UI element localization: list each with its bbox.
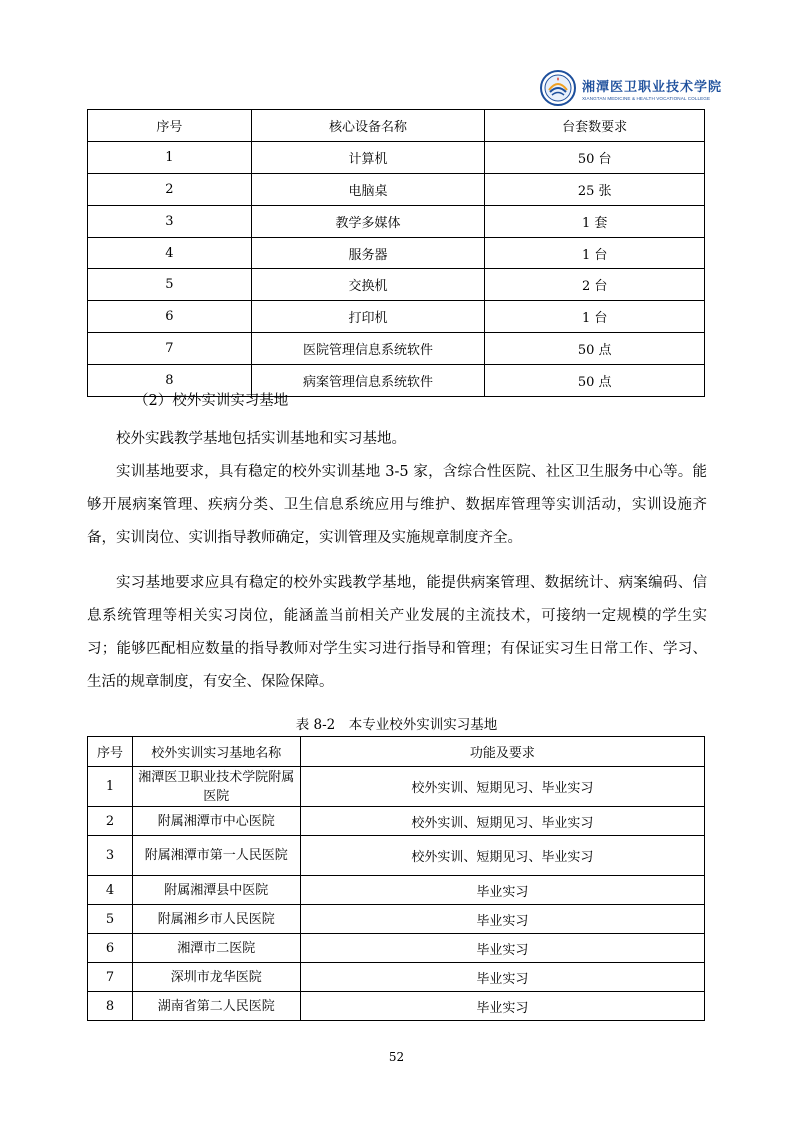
index-cell: 1 xyxy=(88,141,252,173)
index-cell: 5 xyxy=(88,269,252,301)
table-row xyxy=(88,992,705,1021)
header-cell: 核心设备名称 xyxy=(251,110,485,142)
index-cell: 7 xyxy=(88,963,133,992)
table-row xyxy=(88,807,705,836)
function-cell: 毕业实习 xyxy=(300,934,704,963)
quantity-cell: 1 台 xyxy=(485,301,705,333)
table-row xyxy=(88,141,705,173)
index-cell: 4 xyxy=(88,876,133,905)
table-row xyxy=(88,767,705,807)
quantity-cell: 1 台 xyxy=(485,237,705,269)
index-cell: 2 xyxy=(88,807,133,836)
table-row xyxy=(88,269,705,301)
index-cell: 5 xyxy=(88,905,133,934)
table-header-row xyxy=(88,110,705,142)
equipment-name-cell: 服务器 xyxy=(251,237,485,269)
function-cell: 毕业实习 xyxy=(300,963,704,992)
equipment-name-cell: 教学多媒体 xyxy=(251,205,485,237)
index-cell: 8 xyxy=(88,992,133,1021)
base-name-cell: 附属湘乡市人民医院 xyxy=(132,905,300,934)
table-row xyxy=(88,333,705,365)
quantity-cell: 50 点 xyxy=(485,365,705,397)
index-cell: 7 xyxy=(88,333,252,365)
logo-chinese-name: 湘潭医卫职业技术学院 xyxy=(582,79,723,95)
quantity-cell: 50 点 xyxy=(485,333,705,365)
function-cell: 毕业实习 xyxy=(300,905,704,934)
quantity-cell: 2 台 xyxy=(485,269,705,301)
table-row xyxy=(88,963,705,992)
section-subheading: （2）校外实训实习基地 xyxy=(134,393,289,409)
base-name-cell: 湘潭市二医院 xyxy=(132,934,300,963)
function-cell: 毕业实习 xyxy=(300,992,704,1021)
table-row xyxy=(88,836,705,876)
index-cell: 2 xyxy=(88,173,252,205)
header-cell: 功能及要求 xyxy=(300,737,704,767)
table-header-row xyxy=(88,737,705,767)
paragraph-internship-base: 实习基地要求应具有稳定的校外实践教学基地，能提供病案管理、数据统计、病案编码、信息系统管理等相关实习岗位，能涵盖当前相关产业发展的主流技术，可接纳一定规模的学生实习；能够匹配相应数量的指导教师对学生实习进行指导和管理；有保证实习生日常工作、学习、生活的规章制度，有安全、保险保障。 xyxy=(87,575,707,690)
base-name-cell: 附属湘潭县中医院 xyxy=(132,876,300,905)
training-base-table xyxy=(87,736,705,1021)
function-cell: 校外实训、短期见习、毕业实习 xyxy=(300,836,704,876)
college-logo xyxy=(540,68,740,108)
index-cell: 3 xyxy=(88,836,133,876)
table-row xyxy=(88,173,705,205)
equipment-name-cell: 交换机 xyxy=(251,269,485,301)
logo-english-name: XIANGTAN MEDICINE & HEALTH VOCATIONAL COLLEGE xyxy=(582,95,711,101)
quantity-cell: 25 张 xyxy=(485,173,705,205)
equipment-name-cell: 计算机 xyxy=(251,141,485,173)
quantity-cell: 50 台 xyxy=(485,141,705,173)
header-cell: 校外实训实习基地名称 xyxy=(132,737,300,767)
equipment-name-cell: 电脑桌 xyxy=(251,173,485,205)
header-cell: 台套数要求 xyxy=(485,110,705,142)
header-cell: 序号 xyxy=(88,737,133,767)
function-cell: 校外实训、短期见习、毕业实习 xyxy=(300,807,704,836)
equipment-name-cell: 打印机 xyxy=(251,301,485,333)
table-row xyxy=(88,205,705,237)
index-cell: 8 xyxy=(88,365,252,397)
equipment-table xyxy=(87,109,705,397)
index-cell: 1 xyxy=(88,767,133,807)
function-cell: 校外实训、短期见习、毕业实习 xyxy=(300,767,704,807)
index-cell: 6 xyxy=(88,934,133,963)
page-number: 52 xyxy=(388,1050,405,1064)
paragraph-training-base: 实训基地要求，具有稳定的校外实训基地 3-5 家，含综合性医院、社区卫生服务中心等。能够开展病案管理、疾病分类、卫生信息系统应用与维护、数据库管理等实训活动，实训设施齐备，实训岗位、实训指导教师确定，实训管理及实施规章制度齐全。 xyxy=(87,464,707,546)
table-row xyxy=(88,301,705,333)
table-row xyxy=(88,934,705,963)
equipment-name-cell: 病案管理信息系统软件 xyxy=(251,365,485,397)
index-cell: 6 xyxy=(88,301,252,333)
function-cell: 毕业实习 xyxy=(300,876,704,905)
equipment-name-cell: 医院管理信息系统软件 xyxy=(251,333,485,365)
index-cell: 3 xyxy=(88,205,252,237)
base-name-cell: 深圳市龙华医院 xyxy=(132,963,300,992)
base-name-cell: 附属湘潭市中心医院 xyxy=(132,807,300,836)
header-cell: 序号 xyxy=(88,110,252,142)
table-row xyxy=(88,905,705,934)
paragraph-intro: 校外实践教学基地包括实训基地和实习基地。 xyxy=(116,431,406,447)
table-row xyxy=(88,237,705,269)
table-row xyxy=(88,876,705,905)
base-name-cell: 附属湘潭市第一人民医院 xyxy=(132,836,300,876)
table-caption: 表 8-2 本专业校外实训实习基地 xyxy=(295,717,498,733)
base-name-cell: 湖南省第二人民医院 xyxy=(132,992,300,1021)
college-seal-icon xyxy=(540,70,576,106)
index-cell: 4 xyxy=(88,237,252,269)
base-name-cell: 湘潭医卫职业技术学院附属医院 xyxy=(132,767,300,807)
quantity-cell: 1 套 xyxy=(485,205,705,237)
